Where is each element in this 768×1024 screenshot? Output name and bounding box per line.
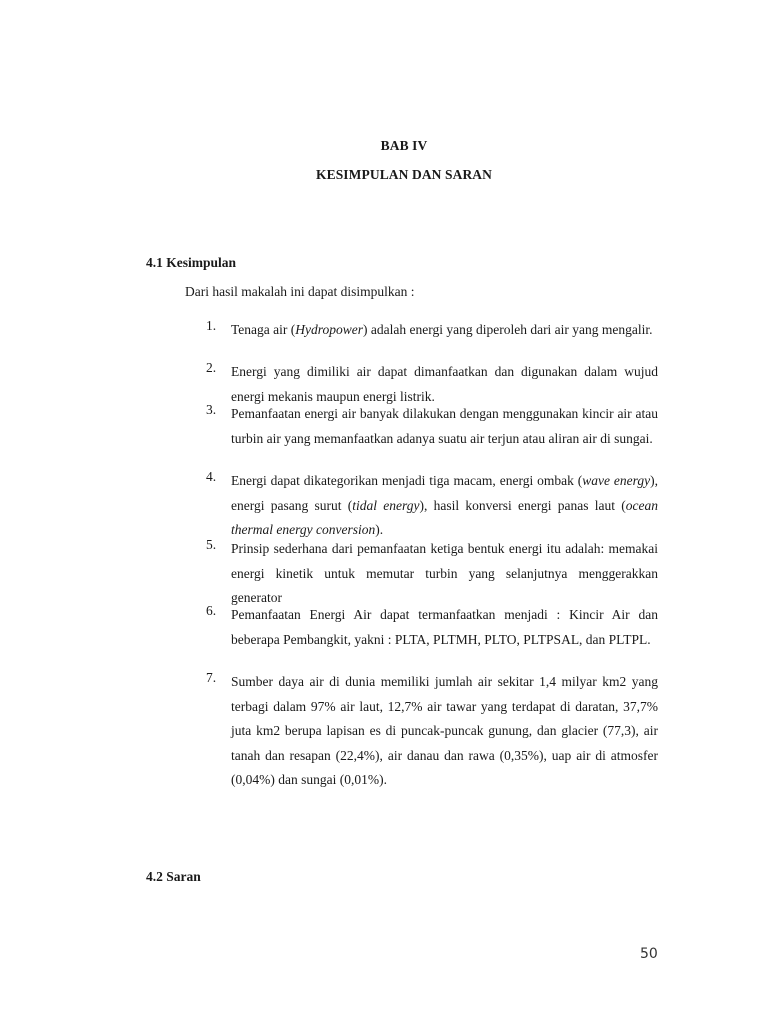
italic-term: Hydropower <box>295 322 364 337</box>
list-item-number: 6. <box>206 603 217 618</box>
list-item-text: Energi dapat dikategorikan menjadi tiga macam, energi ombak (wave energy), energi pasang surut (tidal energy), hasil konversi energi panas laut (ocean thermal energy conversion). <box>231 473 658 537</box>
list-item-text: Sumber daya air di dunia memiliki jumlah air sekitar 1,4 milyar km2 yang terbagi dalam 97% air laut, 12,7% air tawar yang terdapat di daratan, 37,7% juta km2 berupa lapisan es di puncak-puncak gunung, dan glacier (77,3), air tanah dan resapan (22,4%), air danau dan rawa (0,35%), uap air di atmosfer (0,04%) dan sungai (0,01%). <box>231 674 658 787</box>
list-item-text: Pemanfaatan Energi Air dapat termanfaatkan menjadi : Kincir Air dan beberapa Pembangkit, yakni : PLTA, PLTMH, PLTO, PLTPSAL, dan PLTPL. <box>231 607 658 647</box>
list-item-text: Tenaga air (Hydropower) adalah energi yang diperoleh dari air yang mengalir. <box>231 322 653 337</box>
list-item-number: 5. <box>206 537 217 552</box>
list-item-text: Prinsip sederhana dari pemanfaatan ketiga bentuk energi itu adalah: memakai energi kinetik untuk memutar turbin yang selanjutnya menggerakkan generator <box>231 541 658 605</box>
list-item-number: 2. <box>206 360 217 375</box>
page-number: 50 <box>640 946 658 962</box>
list-item-number: 1. <box>206 318 217 333</box>
italic-term: wave energy <box>582 473 651 488</box>
chapter-title: KESIMPULAN DAN SARAN <box>315 167 492 182</box>
intro-paragraph: Dari hasil makalah ini dapat disimpulkan : <box>185 284 415 299</box>
chapter-number: BAB IV <box>380 138 428 153</box>
list-item-text: Energi yang dimiliki air dapat dimanfaatkan dan digunakan dalam wujud energi mekanis maupun energi listrik. <box>231 364 658 404</box>
list-item-number: 4. <box>206 469 217 484</box>
list-item-text: Pemanfaatan energi air banyak dilakukan dengan menggunakan kincir air atau turbin air yang memanfaatkan adanya suatu air terjun atau aliran air di sungai. <box>231 406 658 446</box>
list-item-number: 3. <box>206 402 217 417</box>
section-heading-saran: 4.2 Saran <box>146 869 201 884</box>
list-item-number: 7. <box>206 670 217 685</box>
section-heading-kesimpulan: 4.1 Kesimpulan <box>146 255 237 270</box>
italic-term: tidal energy <box>352 497 420 513</box>
italic-term: ocean thermal energy conversion <box>231 497 658 537</box>
